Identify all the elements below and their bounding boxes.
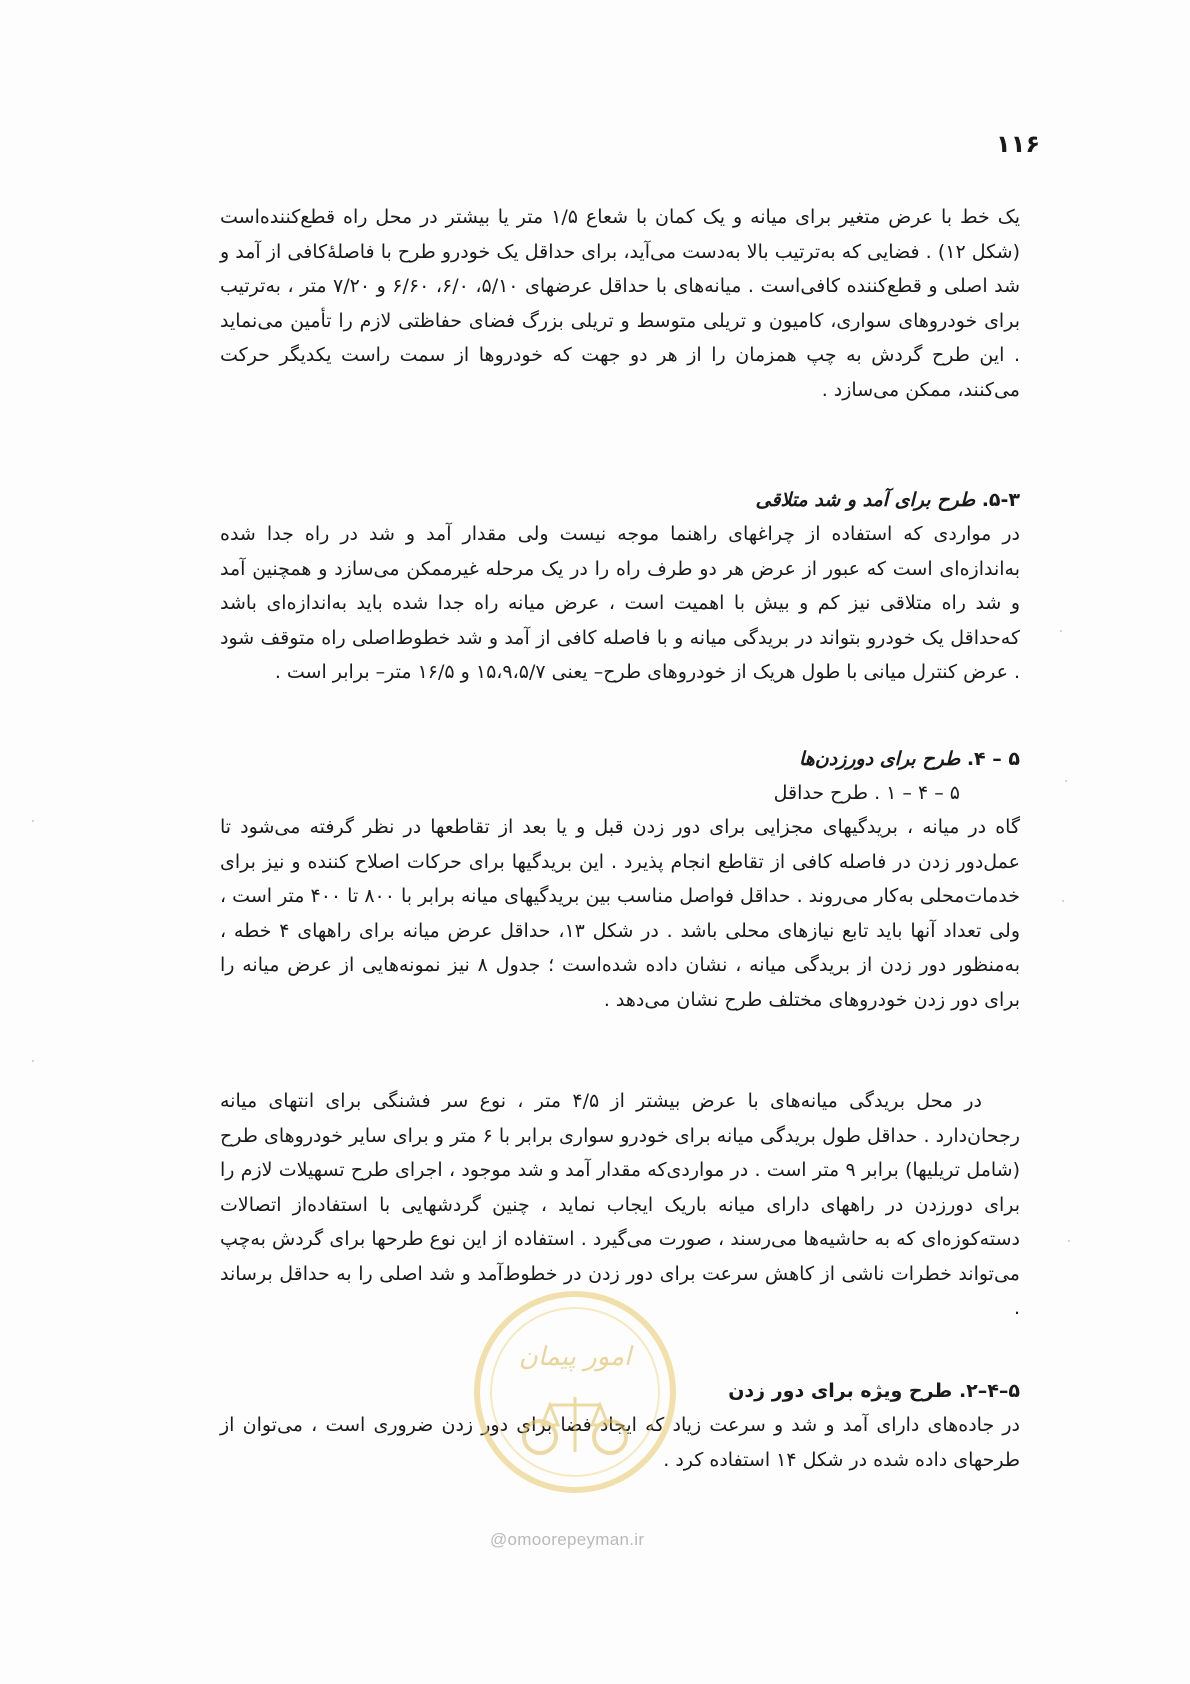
- scan-speck: [1062, 900, 1064, 902]
- scales-icon: [542, 1397, 608, 1452]
- section-5-4-title: طرح برای دورزدن‌ها: [798, 748, 961, 770]
- scan-speck: [1060, 630, 1062, 632]
- watermark-ring: [477, 1294, 673, 1490]
- scan-speck: [32, 820, 34, 822]
- scan-speck: [32, 1060, 34, 1062]
- section-5-4-2-paragraph: در جاده‌های دارای آمد و شد و سرعت زیاد که ایجاد فضا برای دور زدن ضروری است ، می‌توان از طرحهای داده شده در شکل ۱۴ استفاده کرد .: [220, 1414, 1020, 1471]
- page-number: ۱۱۶: [996, 130, 1040, 158]
- section-5-4-1-heading: [220, 776, 1020, 810]
- section-5-4-1-paragraph: گاه در میانه ، بریدگیهای مجزایی برای دور زدن قبل و یا بعد از تقاطعها در نظر گرفته می‌شود تا عمل‌دور زدن در فاصله کافی از تقاطع انجام پذیرد . این بریدگیها برای حرکات اصلاح کننده و نیز برای خدمات‌محلی به‌کار می‌روند . حداقل فواصل مناسب بین بریدگیهای میانه برابر با ۸۰۰ تا ۴۰۰ متر است ، ولی تعداد آنها باید تابع نیازهای محلی باشد . در شکل ۱۳، حداقل عرض میانه برای راههای ۴ خطه ، به‌منظور دور زدن از بریدگی میانه ، نشان داده شده‌است ؛ جدول ۸ نیز نمونه‌هایی از عرض میانه را برای دور زدن خودروهای مختلف طرح نشان می‌دهد .: [220, 816, 1021, 1011]
- section-5-3-heading: [220, 483, 1020, 517]
- watermark-url: @omoorepeyman.ir: [490, 1530, 645, 1549]
- section-5-4-heading: [220, 742, 1020, 776]
- scan-speck: [1068, 1240, 1070, 1242]
- intro-section: [220, 200, 1020, 407]
- section-5-4-1-title: طرح حداقل: [773, 782, 869, 804]
- section-5-4-2-number: ۵–۴–۲.: [958, 1380, 1020, 1402]
- watermark-logo: [470, 1287, 680, 1497]
- scan-speck: [1065, 780, 1067, 782]
- section-5-4-number: ۵ – ۴.: [966, 748, 1020, 770]
- section-5-3: [220, 483, 1020, 690]
- section-5-3-number: ۵-۳.: [981, 489, 1020, 511]
- watermark-logo-text: امور پیمان: [518, 1342, 632, 1372]
- section-5-4: [220, 742, 1020, 1017]
- section-5-4-1-paragraph-2: در محل بریدگی میانه‌های با عرض بیشتر از ۴/۵ متر ، نوع سر فشنگی برای انتهای میانه رجحان‌دارد . حداقل طول بریدگی میانه برای خودرو سواری برابر با ۶ متر و برای سایر خودروهای طرح (شامل تریلیها) برابر ۹ متر است . در مواردی‌که مقدار آمد و شد موجود ، اجرای طرح تسهیلات لازم را برای دورزدن در راههای دارای میانه باریک ایجاب نماید ، چنین گردشهایی با استفاده‌از اتصالات دسته‌کوزه‌ای که به حاشیه‌ها می‌رسند ، صورت می‌گیرد . استفاده از این نوع طرحها برای گردش به‌چپ می‌تواند خطرات ناشی از کاهش سرعت برای دور زدن در خطوط‌آمد و شد اصلی را به حداقل برساند .: [220, 1090, 1021, 1319]
- intro-paragraph: یک خط با عرض متغیر برای میانه و یک کمان با شعاع ۱/۵ متر یا بیشتر در محل راه قطع‌کننده‌است (شکل ۱۲) . فضایی که به‌ترتیب بالا به‌دست می‌آید، برای حداقل یک خودرو طرح با فاصله‌ٔکافی از آمد و شد اصلی و قطع‌کننده کافی‌است . میانه‌های با حداقل عرضهای ۵/۱۰، ۶/۰، ۶/۶۰ و ۷/۲۰ متر ، به‌ترتیب برای خودروهای سواری، کامیون و تریلی متوسط و تریلی بزرگ فضای حفاظتی لازم را تأمین می‌نماید . این طرح گردش به چپ همزمان را از هر دو جهت که خودروها از سمت راست یکدیگر حرکت می‌کنند، ممکن می‌سازد .: [220, 206, 1021, 401]
- section-5-4-1-number: ۵ – ۴ – ۱ .: [874, 782, 960, 804]
- section-5-4-2-title: طرح ویژه برای دور زدن: [728, 1380, 953, 1402]
- section-5-3-paragraph: در مواردی که استفاده از چراغهای راهنما موجه نیست ولی مقدار آمد و شد در راه جدا شده به‌اندازه‌ای است که عبور از عرض هر دو طرف راه را در یک مرحله غیرممکن می‌سازد و همچنین آمد و شد راه متلاقی نیز کم و بیش با اهمیت است ، عرض میانه راه جدا شده باید به‌اندازه‌ای باشد که‌حداقل یک خودرو بتواند در بریدگی میانه و با فاصله کافی از آمد و شد خطوط‌اصلی راه متوقف شود . عرض کنترل میانی با طول هریک از خودروهای طرح– یعنی ۱۵،۹،۵/۷ و ۱۶/۵ متر– برابر است .: [220, 523, 1020, 683]
- section-5-3-title: طرح برای آمد و شد متلاقی: [755, 489, 976, 511]
